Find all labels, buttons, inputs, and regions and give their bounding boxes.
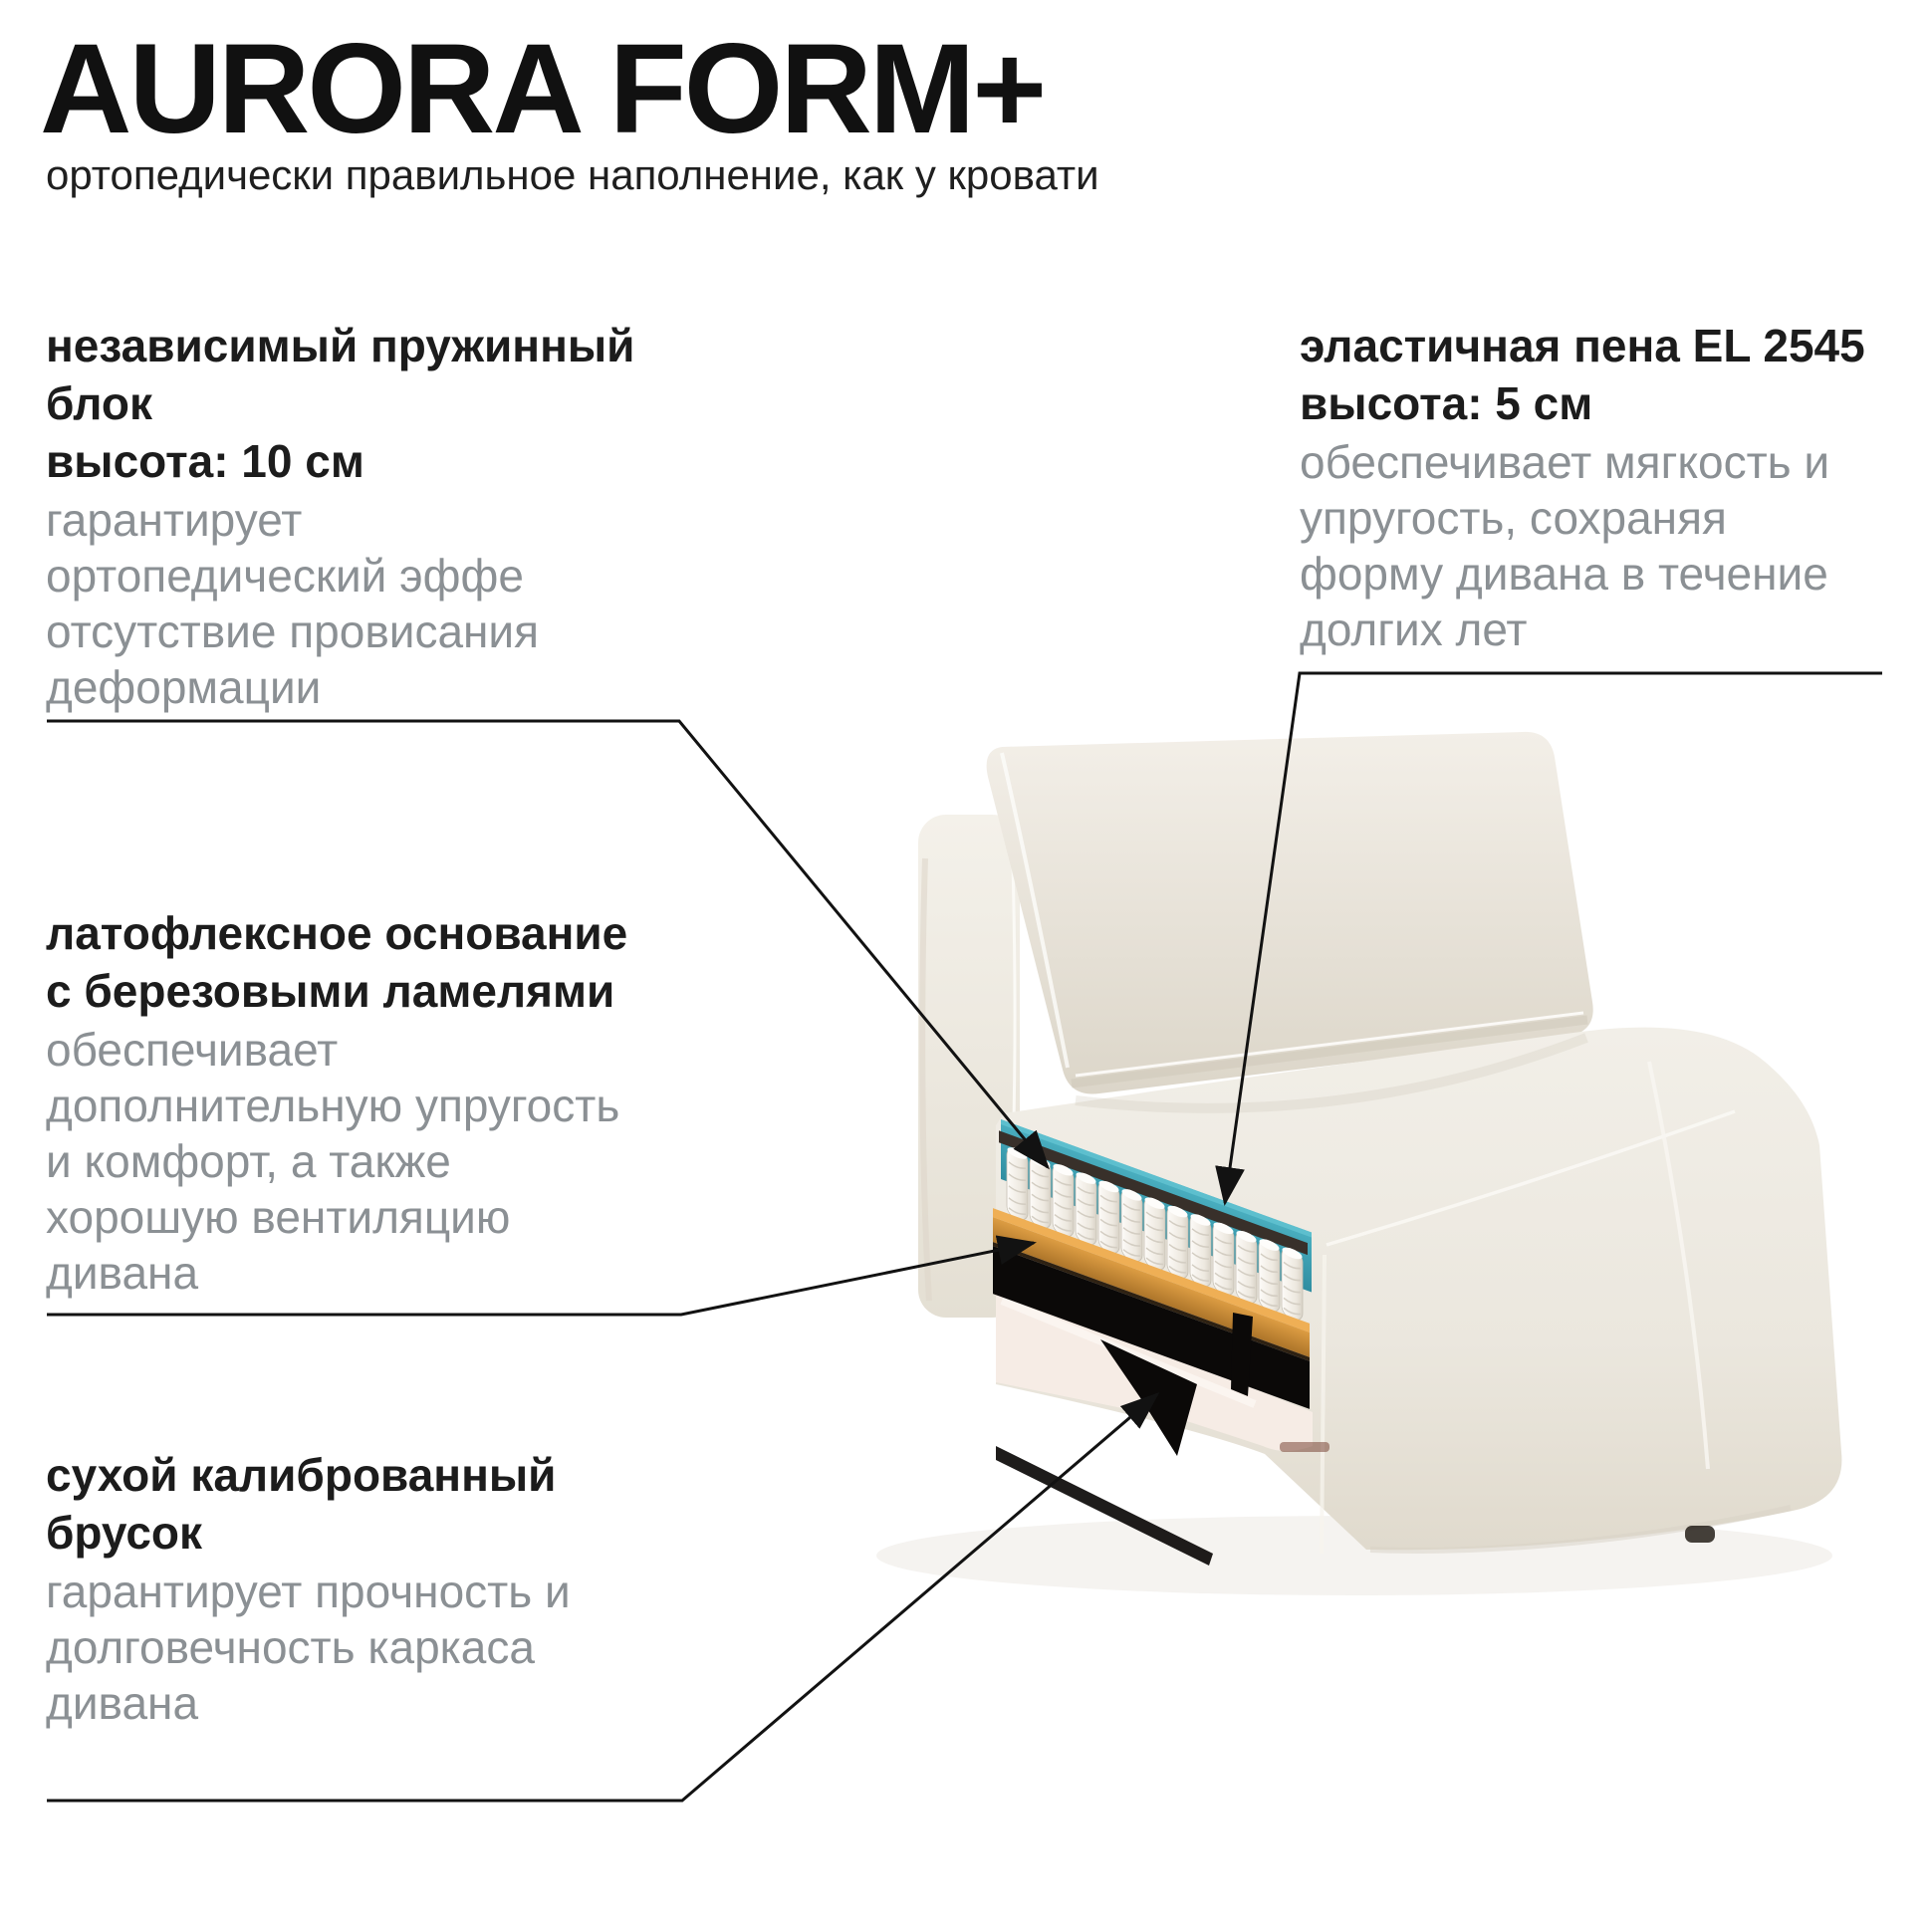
callout-title-line: с березовыми ламелями [46, 965, 615, 1017]
callout-desc-line: дивана [46, 1677, 199, 1729]
callout-desc-line: обеспечивает мягкость и [1300, 436, 1830, 488]
page-subtitle: ортопедически правильное наполнение, как у кровати [46, 151, 1099, 198]
callout-title-line: латофлексное основание [46, 907, 628, 959]
callout-desc-line: обеспечивает [46, 1024, 339, 1076]
callout-line-timber [47, 1394, 1157, 1801]
callout-title-line: независимый пружинный [46, 320, 635, 371]
callout-title-line: блок [46, 377, 153, 429]
callout-desc-line: гарантирует прочность и [46, 1566, 571, 1617]
callout-desc-line: дополнительную упругость [46, 1080, 620, 1131]
callout-desc-line: дивана [46, 1247, 199, 1299]
callout-line-foam [1225, 673, 1882, 1203]
callout-desc-line: долговечность каркаса [46, 1621, 535, 1673]
callout-desc-line: отсутствие провисания [46, 605, 540, 657]
callout-desc-line: форму дивана в течение [1300, 548, 1828, 600]
callout-line-springs [47, 721, 1048, 1167]
callout-desc-line: хорошую вентиляцию [46, 1191, 511, 1243]
callout-desc-line: долгих лет [1300, 604, 1528, 655]
callout-desc-line: упругость, сохраняя [1300, 492, 1727, 544]
callout-desc-line: деформации [46, 661, 322, 713]
callout-title-line: сухой калиброванный [46, 1449, 557, 1501]
callout-title-line: высота: 10 см [46, 435, 364, 487]
callout-title-line: эластичная пена EL 2545 [1300, 320, 1865, 371]
callout-desc-line: гарантирует [46, 494, 303, 546]
page-title: AURORA FORM+ [40, 18, 1045, 160]
callout-desc-line: ортопедический эффе [46, 550, 524, 602]
callout-title-line: брусок [46, 1507, 203, 1559]
callout-desc-line: и комфорт, а также [46, 1135, 451, 1187]
callout-line-latoflex [47, 1243, 1034, 1315]
callout-title-line: высота: 5 см [1300, 377, 1593, 429]
